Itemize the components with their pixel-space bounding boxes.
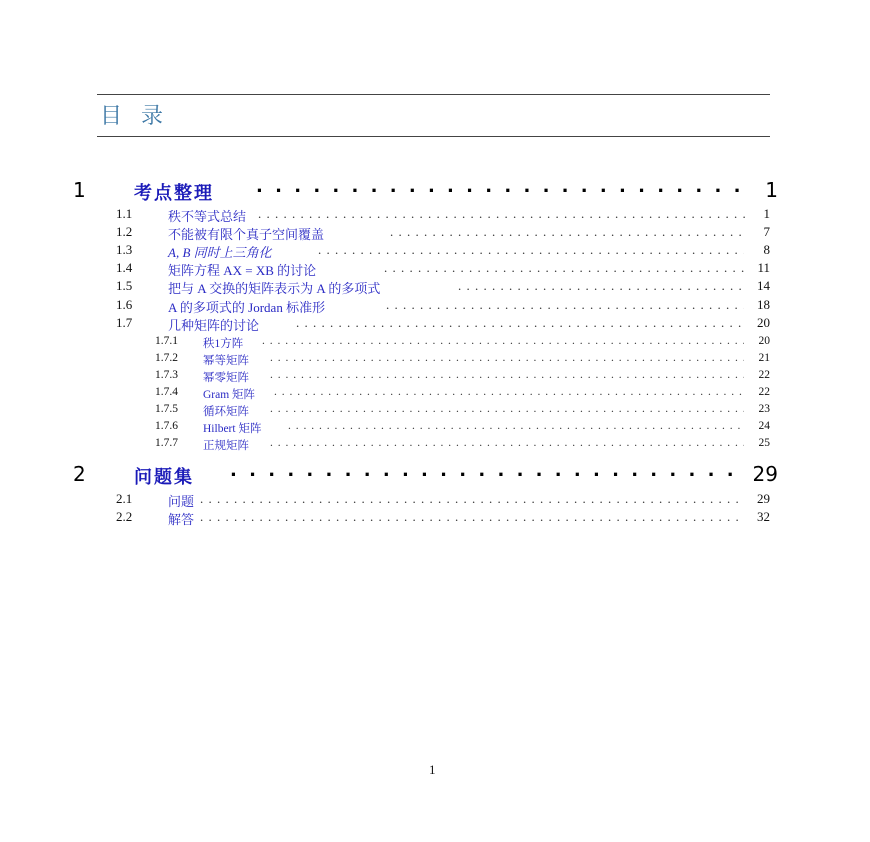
- dot-leader: [270, 403, 744, 420]
- chapter-number: 1: [73, 178, 86, 202]
- section-number: 1.2: [116, 224, 133, 239]
- toc-subsection[interactable]: [0, 352, 870, 369]
- section-page[interactable]: 14: [757, 278, 770, 293]
- subsection-number: 1.7.5: [155, 403, 178, 415]
- dot-leader: [458, 278, 744, 296]
- toc-chapter-2[interactable]: [0, 462, 870, 488]
- subsection-title[interactable]: 幂等矩阵: [203, 355, 249, 367]
- section-page[interactable]: 32: [757, 509, 770, 524]
- subsection-number: 1.7.3: [155, 369, 178, 381]
- toc-subsection[interactable]: [0, 420, 870, 437]
- section-title[interactable]: 问题: [168, 494, 195, 509]
- subsection-number: 1.7.7: [155, 437, 178, 449]
- dot-leader: [288, 420, 744, 437]
- toc-section[interactable]: [0, 260, 870, 278]
- dot-leader: [296, 315, 744, 333]
- dot-leader: [274, 386, 744, 403]
- section-number: 1.5: [116, 278, 133, 293]
- section-title[interactable]: 秩不等式总结: [168, 209, 247, 224]
- chapter-title[interactable]: 考点整理: [134, 183, 214, 204]
- section-number: 2.2: [116, 509, 133, 524]
- chapter-number: 2: [73, 462, 86, 486]
- subsection-page[interactable]: 24: [758, 420, 770, 432]
- subsection-number: 1.7.2: [155, 352, 178, 364]
- chapter-page[interactable]: 1: [765, 178, 778, 202]
- dot-leader: [230, 460, 736, 488]
- dot-leader: [270, 352, 744, 369]
- section-title[interactable]: 几种矩阵的讨论: [168, 318, 260, 333]
- subsection-page[interactable]: 20: [758, 335, 770, 347]
- dot-leader: [318, 242, 744, 260]
- dot-leader: [386, 297, 744, 315]
- section-number: 1.1: [116, 206, 133, 221]
- subsection-title[interactable]: Hilbert 矩阵: [203, 423, 262, 435]
- section-page[interactable]: 18: [757, 297, 770, 312]
- section-title[interactable]: A 的多项式的 Jordan 标准形: [168, 300, 326, 315]
- toc-section[interactable]: [0, 491, 870, 509]
- toc-subsection[interactable]: [0, 335, 870, 352]
- section-page[interactable]: 20: [757, 315, 770, 330]
- toc-section[interactable]: [0, 206, 870, 224]
- toc-section[interactable]: [0, 278, 870, 296]
- dot-leader: [258, 206, 746, 224]
- toc-subsection[interactable]: [0, 369, 870, 386]
- subsection-title[interactable]: 正规矩阵: [203, 440, 249, 452]
- toc-subsection[interactable]: [0, 437, 870, 454]
- section-number: 2.1: [116, 491, 133, 506]
- dot-leader: [270, 369, 744, 386]
- subsection-page[interactable]: 22: [758, 369, 770, 381]
- subsection-title[interactable]: 幂零矩阵: [203, 372, 249, 384]
- subsection-page[interactable]: 21: [758, 352, 770, 364]
- section-title[interactable]: 把与 A 交换的矩阵表示为 A 的多项式: [168, 281, 381, 296]
- toc-title: 目 录: [100, 104, 169, 129]
- section-page[interactable]: 11: [757, 260, 770, 275]
- toc-section[interactable]: [0, 315, 870, 333]
- section-page[interactable]: 7: [763, 224, 770, 239]
- subsection-title[interactable]: 循环矩阵: [203, 406, 249, 418]
- toc-section[interactable]: [0, 509, 870, 527]
- subsection-page[interactable]: 22: [758, 386, 770, 398]
- subsection-title[interactable]: 秩1方阵: [203, 338, 244, 350]
- section-page[interactable]: 1: [763, 206, 770, 221]
- dot-leader: [262, 335, 744, 352]
- chapter-page[interactable]: 29: [752, 462, 778, 486]
- section-title[interactable]: A, B 同时上三角化: [168, 245, 272, 260]
- toc-header: [97, 94, 770, 137]
- section-title[interactable]: 不能被有限个真子空间覆盖: [168, 227, 325, 242]
- chapter-title[interactable]: 问题集: [134, 467, 194, 488]
- dot-leader: [390, 224, 744, 242]
- section-title[interactable]: 解答: [168, 512, 195, 527]
- section-number: 1.7: [116, 315, 133, 330]
- toc-section[interactable]: [0, 297, 870, 315]
- page-number: 1: [429, 762, 436, 777]
- toc-section[interactable]: [0, 224, 870, 242]
- subsection-page[interactable]: 23: [758, 403, 770, 415]
- dot-leader: [256, 176, 746, 204]
- dot-leader: [200, 509, 744, 527]
- toc-subsection[interactable]: [0, 403, 870, 420]
- section-number: 1.6: [116, 297, 133, 312]
- dot-leader: [384, 260, 744, 278]
- subsection-number: 1.7.1: [155, 335, 178, 347]
- dot-leader: [200, 491, 744, 509]
- toc-section[interactable]: [0, 242, 870, 260]
- section-page[interactable]: 29: [757, 491, 770, 506]
- dot-leader: [270, 437, 744, 454]
- subsection-number: 1.7.4: [155, 386, 178, 398]
- section-number: 1.4: [116, 260, 133, 275]
- subsection-title[interactable]: Gram 矩阵: [203, 389, 256, 401]
- toc-subsection[interactable]: [0, 386, 870, 403]
- section-page[interactable]: 8: [763, 242, 770, 257]
- subsection-page[interactable]: 25: [758, 437, 770, 449]
- subsection-number: 1.7.6: [155, 420, 178, 432]
- toc-chapter-1[interactable]: [0, 178, 870, 204]
- section-number: 1.3: [116, 242, 133, 257]
- section-title[interactable]: 矩阵方程 AX = XB 的讨论: [168, 263, 317, 278]
